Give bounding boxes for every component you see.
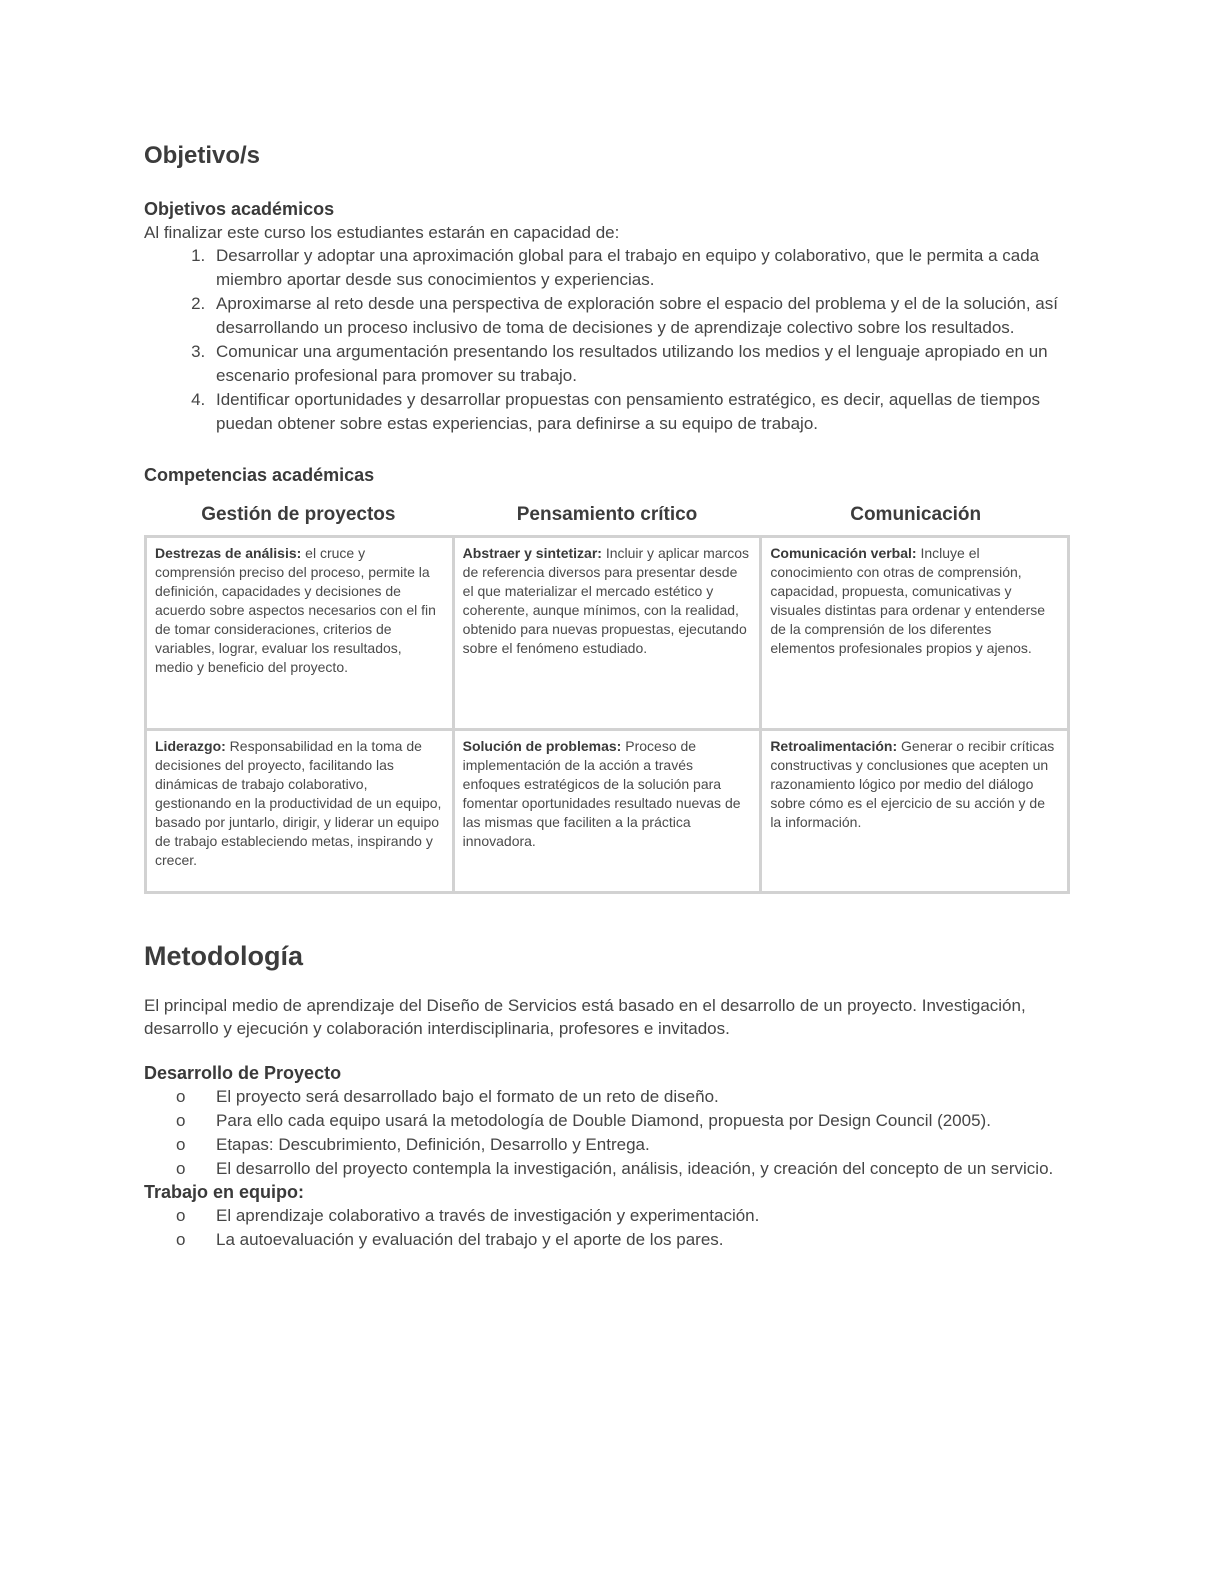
objetivos-heading: Objetivo/s <box>144 142 261 169</box>
objetivos-intro: Al finalizar este curso los estudiantes estarán en capacidad de: <box>144 223 620 242</box>
bullet-icon: o <box>176 1230 186 1249</box>
table-row <box>146 730 1069 893</box>
bullet-icon: o <box>176 1159 186 1178</box>
list-item-text: El desarrollo del proyecto contempla la investigación, análisis, ideación, y creación del concepto de un servicio. <box>216 1159 1054 1178</box>
cell-text: Proceso de implementación de la acción a través enfoques estratégicos de la solución para fomentar oportunidades resultado nuevas de las mismas que faciliten a la práctica innovadora. <box>462 738 741 849</box>
cell-text: Incluye el conocimiento con otras de comprensión, capacidad, propuesta, comunicativas y visuales distintas para ordenar y entenderse de la comprensión de los diferentes elementos profesionales propios y ajenos. <box>770 545 1046 656</box>
cell-term: Destrezas de análisis: <box>155 545 302 561</box>
table-cell <box>761 730 1069 893</box>
metodologia-heading: Metodología <box>144 941 303 971</box>
list-item <box>176 1109 1070 1133</box>
table-cell <box>146 537 454 730</box>
objetivos-list <box>144 244 1070 436</box>
document-content <box>144 140 1070 1252</box>
column-header-pensamiento: Pensamiento crítico <box>516 504 698 525</box>
objetivo-item: 4. Identificar oportunidades y desarrollar propuestas con pensamiento estratégico, es decir, aquellas de tiempos puedan obtener sobre estas experiencias, para definirse a su equipo de trabajo. <box>210 388 1070 436</box>
list-item <box>176 1204 1070 1228</box>
list-item-text: El proyecto será desarrollado bajo el formato de un reto de diseño. <box>216 1087 719 1106</box>
objetivos-academicos-heading: Objetivos académicos <box>144 199 335 219</box>
list-item-text: La autoevaluación y evaluación del trabajo y el aporte de los pares. <box>216 1230 724 1249</box>
table-cell <box>146 730 454 893</box>
list-item-text: Para ello cada equipo usará la metodología de Double Diamond, propuesta por Design Council (2005). <box>216 1111 991 1130</box>
cell-term: Liderazgo: <box>155 738 226 754</box>
list-item <box>176 1085 1070 1109</box>
bullet-icon: o <box>176 1206 186 1225</box>
column-header-gestion: Gestión de proyectos <box>201 504 396 525</box>
objetivo-item: 1. Desarrollar y adoptar una aproximación global para el trabajo en equipo y colaborativo, que le permita a cada miembro aportar desde sus conocimientos y experiencias. <box>210 244 1070 292</box>
cell-term: Retroalimentación: <box>770 738 898 754</box>
desarrollo-list <box>144 1085 1070 1181</box>
bullet-icon: o <box>176 1135 186 1154</box>
competencias-table <box>144 535 1070 894</box>
competencias-heading: Competencias académicas <box>144 465 375 485</box>
list-item-text: Etapas: Descubrimiento, Definición, Desarrollo y Entrega. <box>216 1135 650 1154</box>
bullet-icon: o <box>176 1111 186 1130</box>
list-item <box>176 1133 1070 1157</box>
trabajo-list <box>144 1204 1070 1252</box>
column-header-comunicacion: Comunicación <box>850 504 982 525</box>
competencias-column-headers <box>144 501 1070 529</box>
table-cell <box>761 537 1069 730</box>
cell-text: Generar o recibir críticas constructivas y conclusiones que acepten un razonamiento lógico por medio del diálogo sobre cómo es el ejercicio de su acción y de la información. <box>770 738 1055 830</box>
bullet-icon: o <box>176 1087 186 1106</box>
trabajo-heading: Trabajo en equipo: <box>144 1182 305 1202</box>
cell-term: Solución de problemas: <box>462 738 622 754</box>
desarrollo-heading: Desarrollo de Proyecto <box>144 1063 342 1083</box>
table-row <box>146 537 1069 730</box>
table-cell <box>453 537 761 730</box>
objetivo-item: 3. Comunicar una argumentación presentando los resultados utilizando los medios y el lenguaje apropiado en un escenario profesional para promover su trabajo. <box>210 340 1070 388</box>
cell-term: Abstraer y sintetizar: <box>462 545 602 561</box>
list-item <box>176 1228 1070 1252</box>
list-item-text: El aprendizaje colaborativo a través de investigación y experimentación. <box>216 1206 760 1225</box>
cell-text: el cruce y comprensión preciso del proceso, permite la definición, capacidades y decisiones de acuerdo sobre aspectos necesarios con el fin de tomar consideraciones, criterios de variables, lograr, evaluar los resultados, medio y beneficio del proyecto. <box>155 545 436 675</box>
cell-text: Responsabilidad en la toma de decisiones del proyecto, facilitando las dinámicas de trabajo colaborativo, gestionando en la productividad de un equipo, basado por juntarlo, dirigir, y liderar un equipo de trabajo estableciendo metas, inspirando y crecer. <box>155 738 442 868</box>
table-cell <box>453 730 761 893</box>
cell-term: Comunicación verbal: <box>770 545 917 561</box>
objetivo-item: 2. Aproximarse al reto desde una perspectiva de exploración sobre el espacio del problema y el de la solución, así desarrollando un proceso inclusivo de toma de decisiones y de aprendizaje colectivo sobre los resultados. <box>210 292 1070 340</box>
metodologia-paragraph: El principal medio de aprendizaje del Diseño de Servicios está basado en el desarrollo de un proyecto. Investigación, desarrollo y ejecución y colaboración interdisciplinaria, profesores e invitados. <box>144 996 1026 1038</box>
list-item <box>176 1157 1070 1181</box>
cell-text: Incluir y aplicar marcos de referencia diversos para presentar desde el que materializar el mercado estético y coherente, aunque mínimos, con la realidad, obtenido para nuevas propuestas, ejecutando sobre el fenómeno estudiado. <box>462 545 749 656</box>
